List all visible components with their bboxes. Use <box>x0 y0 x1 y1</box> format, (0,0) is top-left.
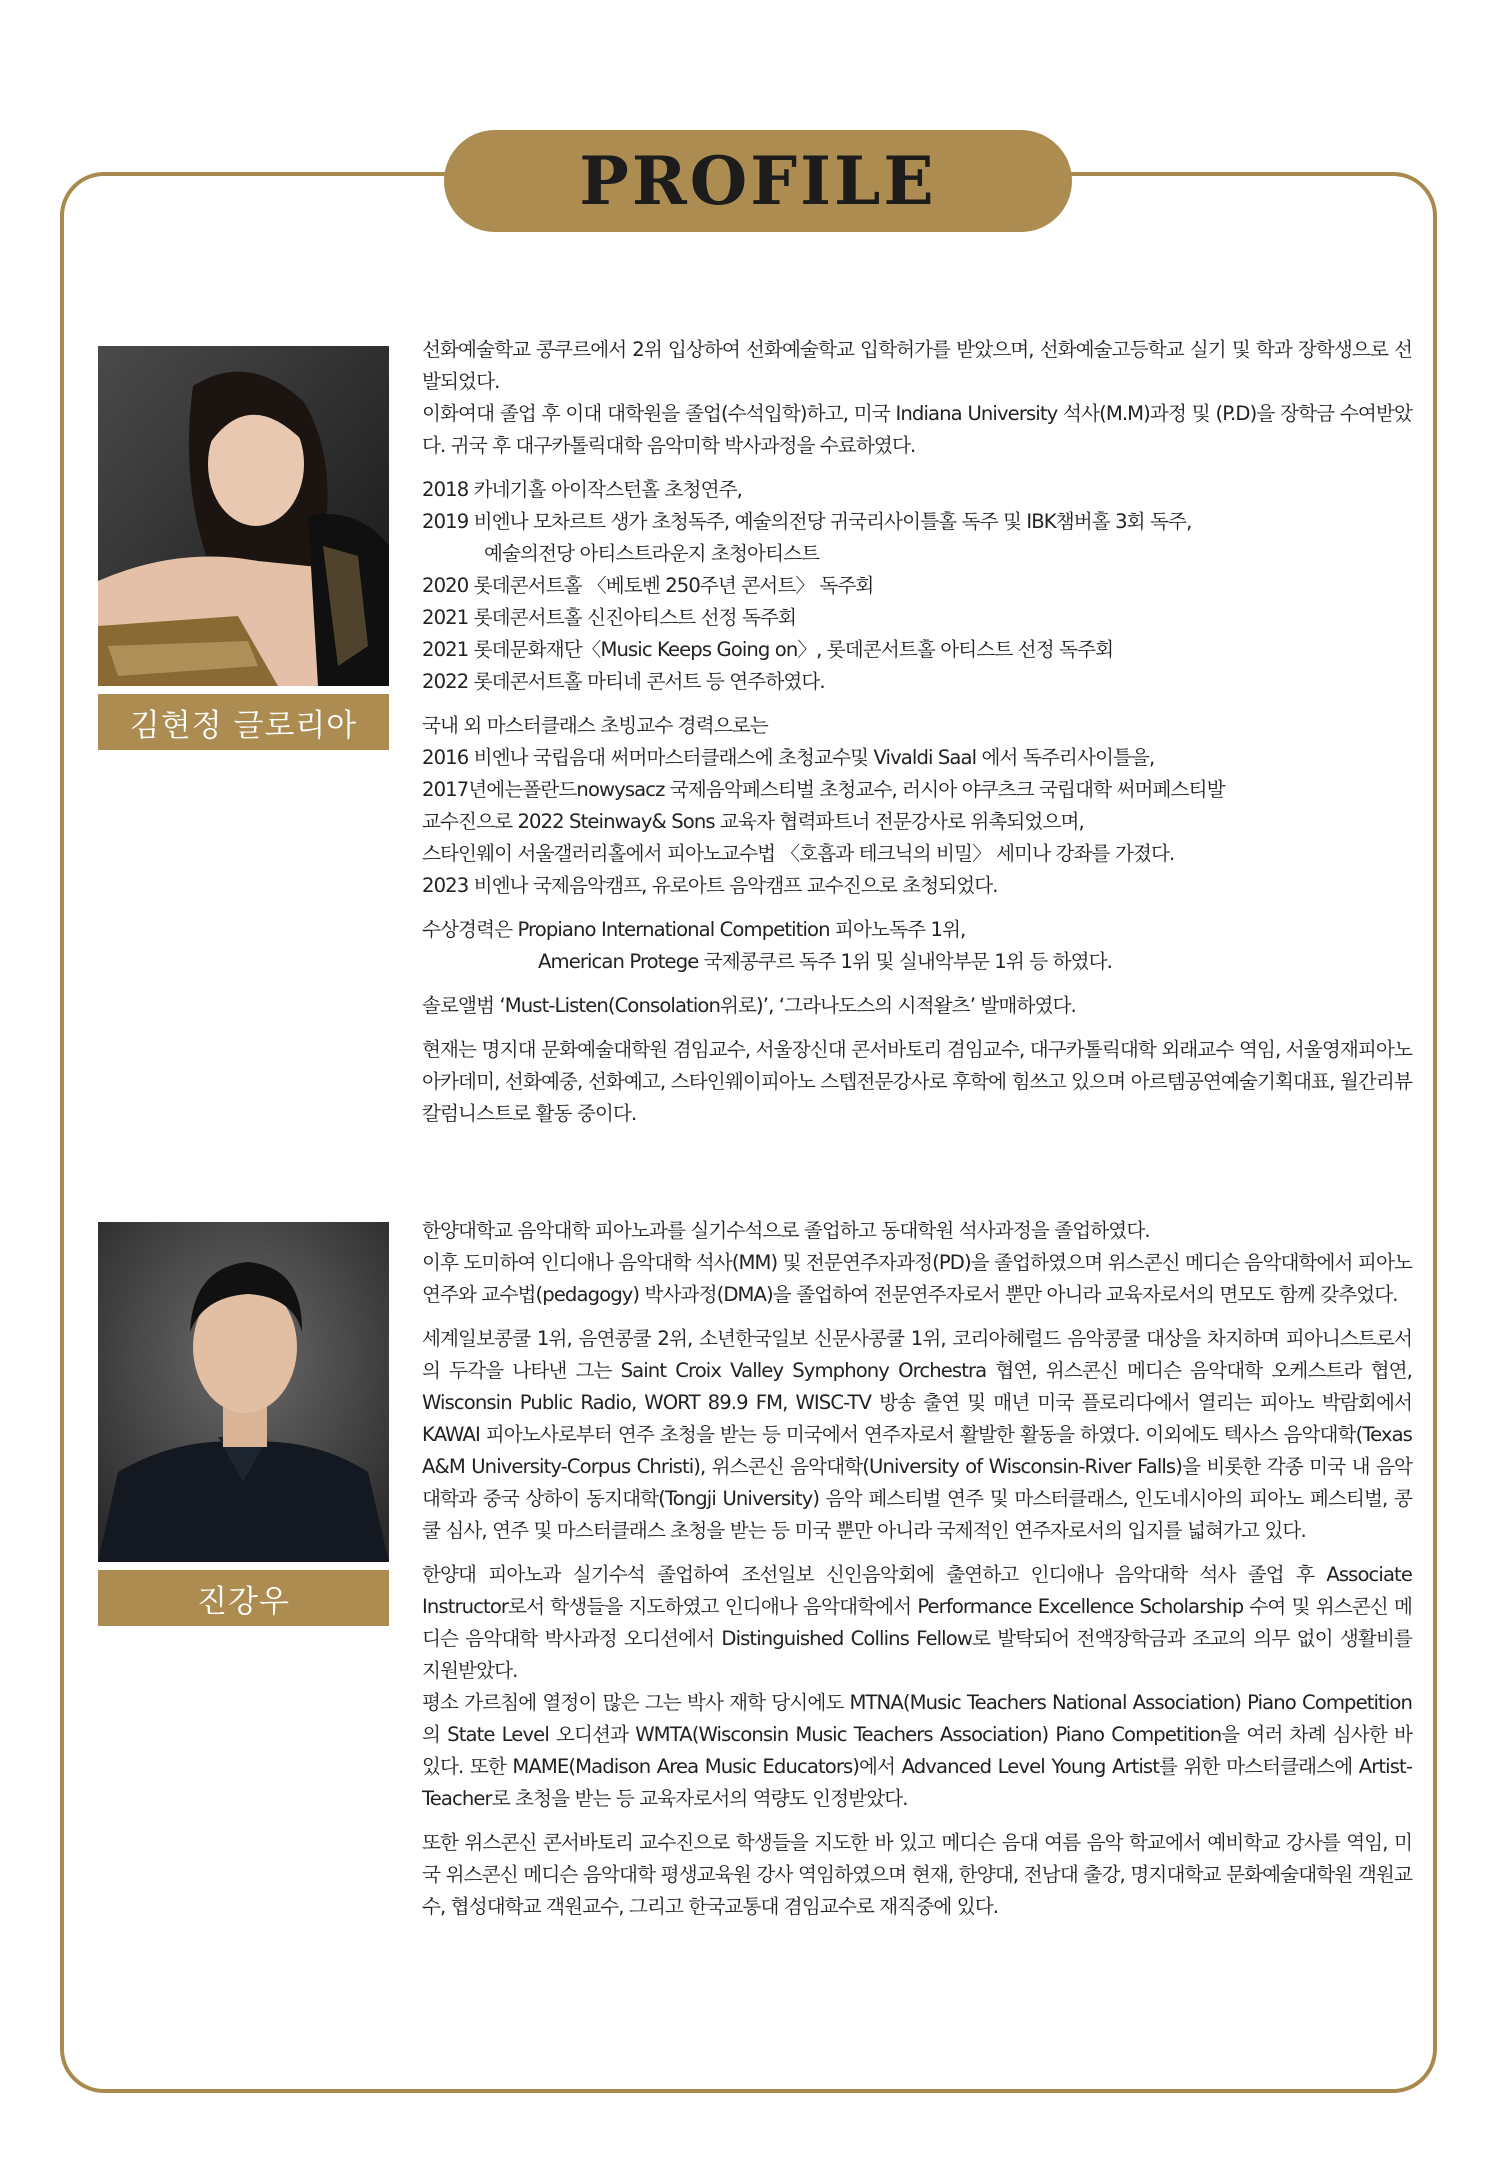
bio-paragraph: 이후 도미하여 인디애나 음악대학 석사(MM) 및 전문연주자과정(PD)을 졸업하였으며 위스콘신 메디슨 음악대학에서 피아노 연주와 교수법(pedagogy) 박사과정(DMA)을 졸업하여 전문연주자로서 뿐만 아니라 교육자로서의 면모도 함께 갖추었다. <box>422 1251 1412 1306</box>
bio-line: 2020 롯데콘서트홀 〈베토벤 250주년 콘서트〉 독주회 <box>422 574 874 597</box>
name-plate <box>98 1570 389 1626</box>
bio-paragraph: 한양대 피아노과 실기수석 졸업하여 조선일보 신인음악회에 출연하고 인디애나 음악대학 석사 졸업 후 Associate Instructor로서 학생들을 지도하였고 인디애나 음악대학에서 Performance Excellence Scholarship 수여 및 위스콘신 메디슨 음악대학 박사과정 오디션에서 Distinguished Collins Fellow로 발탁되어 전액장학금과 조교의 의무 없이 생활비를 지원받았다. <box>422 1563 1412 1682</box>
bio-line: 국내 외 마스터클래스 초빙교수 경력으로는 <box>422 714 768 737</box>
bio-line: 2016 비엔나 국립음대 써머마스터클래스에 초청교수및 Vivaldi Saal 에서 독주리사이틀을, <box>422 746 1155 769</box>
bio-line: 2017년에는폴란드nowysacz 국제음악페스티벌 초청교수, 러시아 야쿠츠크 국립대학 써머페스티발 <box>422 778 1225 801</box>
bio-line: 2022 롯데콘서트홀 마티네 콘서트 등 연주하였다. <box>422 670 825 693</box>
profile-bio <box>422 1215 1412 1931</box>
bio-line: 스타인웨이 서울갤러리홀에서 피아노교수법 〈호흡과 테크닉의 비밀〉 세미나 강좌를 가졌다. <box>422 842 1175 865</box>
bio-paragraph: 한양대학교 음악대학 피아노과를 실기수석으로 졸업하고 동대학원 석사과정을 졸업하였다. <box>422 1219 1150 1242</box>
bio-paragraph: 이화여대 졸업 후 이대 대학원을 졸업(수석입학)하고, 미국 Indiana University 석사(M.M)과정 및 (P.D)을 장학금 수여받았다. 귀국 후 대구카톨릭대학 음악미학 박사과정을 수료하였다. <box>422 402 1412 457</box>
bio-line: 2021 롯데콘서트홀 신진아티스트 선정 독주회 <box>422 606 797 629</box>
bio-line: 2023 비엔나 국제음악캠프, 유로아트 음악캠프 교수진으로 초청되었다. <box>422 874 998 897</box>
profile-name: 김현정 글로리아 <box>129 707 358 744</box>
title-banner <box>444 130 1072 232</box>
portrait-man-icon <box>98 1222 389 1562</box>
bio-line: 솔로앨범 ‘Must-Listen(Consolation위로)’, ‘그라나도스의 시적왈츠’ 발매하였다. <box>422 994 1076 1017</box>
bio-paragraph: 또한 위스콘신 콘서바토리 교수진으로 학생들을 지도한 바 있고 메디슨 음대 여름 음악 학교에서 예비학교 강사를 역임, 미국 위스콘신 메디슨 음악대학 평생교육원 강사 역임하였으며 현재, 한양대, 전남대 출강, 명지대학교 문화예술대학원 객원교수, 협성대학교 객원교수, 그리고 한국교통대 겸임교수로 재직중에 있다. <box>422 1831 1412 1918</box>
page-title: PROFILE <box>579 142 937 220</box>
portrait-photo-woman <box>98 346 389 686</box>
bio-line: American Protege 국제콩쿠르 독주 1위 및 실내악부문 1위 등 하였다. <box>538 950 1112 973</box>
bio-line: 2019 비엔나 모차르트 생가 초청독주, 예술의전당 귀국리사이틀홀 독주 및 IBK챔버홀 3회 독주, <box>422 510 1192 533</box>
bio-paragraph: 현재는 명지대 문화예술대학원 겸임교수, 서울장신대 콘서바토리 겸임교수, 대구카톨릭대학 외래교수 역임, 서울영재피아노아카데미, 선화예중, 선화예고, 스타인웨이피아노 스텝전문강사로 후학에 힘쓰고 있으며 아르템공연예술기획대표, 월간리뷰 칼럼니스트로 활동 중이다. <box>422 1038 1412 1125</box>
name-plate <box>98 694 389 750</box>
portrait-photo-man <box>98 1222 389 1562</box>
bio-paragraph: 선화예술학교 콩쿠르에서 2위 입상하여 선화예술학교 입학허가를 받았으며, 선화예술고등학교 실기 및 학과 장학생으로 선발되었다. <box>422 338 1412 393</box>
bio-line: 교수진으로 2022 Steinway& Sons 교육자 협력파트너 전문강사로 위촉되었으며, <box>422 810 1084 833</box>
bio-paragraph: 세계일보콩쿨 1위, 음연콩쿨 2위, 소년한국일보 신문사콩쿨 1위, 코리아헤럴드 음악콩쿨 대상을 차지하며 피아니스트로서의 두각을 나타낸 그는 Saint Croix Valley Symphony Orchestra 협연, 위스콘신 메디슨 음악대학 오케스트라 협연, Wisconsin Public Radio, WORT 89.9 FM, WISC-TV 방송 출연 및 매년 미국 플로리다에서 열리는 피아노 박람회에서 KAWAI 피아노사로부터 연주 초청을 받는 등 미국에서 연주자로서 활발한 활동을 하였다. 이외에도 텍사스 음악대학(Texas A&M University-Corpus Christi), 위스콘신 음악대학(University of Wisconsin-River Falls)을 비롯한 각종 미국 내 음악대학과 중국 상하이 동지대학(Tongji University) 음악 페스티벌 연주 및 마스터클래스, 인도네시아의 피아노 페스티벌, 콩쿨 심사, 연주 및 마스터클래스 초청을 받는 등 미국 뿐만 아니라 국제적인 연주자로서의 입지를 넓혀가고 있다. <box>422 1327 1412 1542</box>
portrait-woman-icon <box>98 346 389 686</box>
bio-line: 예술의전당 아티스트라운지 초청아티스트 <box>484 542 820 565</box>
bio-line: 2018 카네기홀 아이작스턴홀 초청연주, <box>422 478 742 501</box>
bio-line: 2021 롯데문화재단〈Music Keeps Going on〉, 롯데콘서트홀 아티스트 선정 독주회 <box>422 638 1114 661</box>
bio-line: 수상경력은 Propiano International Competition 피아노독주 1위, <box>422 918 966 941</box>
profile-name: 진강우 <box>197 1583 290 1620</box>
bio-paragraph: 평소 가르침에 열정이 많은 그는 박사 재학 당시에도 MTNA(Music Teachers National Association) Piano Competition의 State Level 오디션과 WMTA(Wisconsin Music Teachers Association) Piano Competition을 여러 차례 심사한 바 있다. 또한 MAME(Madison Area Music Educators)에서 Advanced Level Young Artist를 위한 마스터클래스에 Artist-Teacher로 초청을 받는 등 교육자로서의 역량도 인정받았다. <box>422 1691 1412 1810</box>
profile-bio <box>422 334 1412 1138</box>
